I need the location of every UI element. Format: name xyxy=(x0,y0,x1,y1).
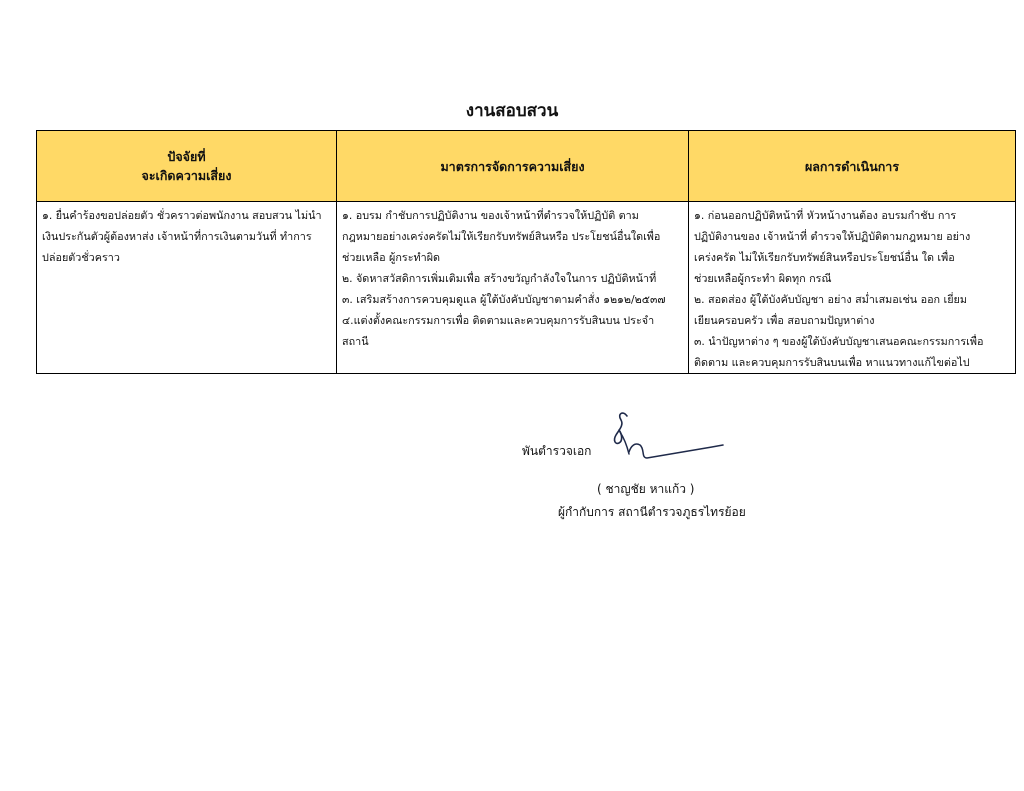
result-line: ๓. นำปัญหาต่าง ๆ ของผู้ใต้บังคับบัญชาเสนอคณะกรรมการเพื่อ xyxy=(694,335,984,348)
result-line: ๑. ก่อนออกปฏิบัติหน้าที่ หัวหน้างานต้อง อบรมกำชับ การ xyxy=(694,209,957,222)
measure-line: ๔.แต่งตั้งคณะกรรมการเพื่อ ติดตามและควบคุมการรับสินบน ประจำ xyxy=(342,314,655,327)
signature-block xyxy=(500,400,800,530)
header-risk-factor-line2: จะเกิดความเสี่ยง xyxy=(141,168,232,183)
risk-factor-line: ปล่อยตัวชั่วคราว xyxy=(42,251,120,264)
result-line: ปฏิบัติงานของ เจ้าหน้าที่ ตำรวจให้ปฏิบัติตามกฎหมาย อย่าง xyxy=(694,230,971,243)
signatory-name: ( ชาญชัย หาแก้ว ) xyxy=(597,482,695,496)
result-line: ช่วยเหลือผู้กระทำ ผิดทุก กรณี xyxy=(694,272,832,285)
cell-results xyxy=(689,202,1016,374)
measure-line: ช่วยเหลือ ผู้กระทำผิด xyxy=(342,251,441,264)
header-risk-factor xyxy=(37,131,337,202)
signatory-position: ผู้กำกับการ สถานีตำรวจภูธรไทรย้อย xyxy=(558,505,746,519)
measure-line: กฎหมายอย่างเคร่งครัดไม่ให้เรียกรับทรัพย์สินหรือ ประโยชน์อื่นใดเพื่อ xyxy=(342,230,661,243)
header-risk-measures xyxy=(337,131,689,202)
risk-management-table xyxy=(36,130,1016,374)
header-risk-measures-label: มาตรการจัดการความเสี่ยง xyxy=(440,158,585,174)
result-line: เยียนครอบครัว เพื่อ สอบถามปัญหาต่าง xyxy=(694,314,875,327)
table-row xyxy=(37,202,1016,374)
result-line: ๒. สอดส่อง ผู้ใต้บังคับบัญชา อย่าง สม่ำเสมอเช่น ออก เยี่ยม xyxy=(694,293,967,306)
cell-risk-measures xyxy=(337,202,689,374)
document-title: งานสอบสวน xyxy=(465,101,559,121)
measure-line: สถานี xyxy=(342,335,369,348)
table-header-row xyxy=(37,131,1016,202)
header-risk-factor-line1: ปัจจัยที่ xyxy=(167,149,206,164)
risk-factor-line: เงินประกันตัวผู้ต้องหาส่ง เจ้าหน้าที่การเงินตามวันที่ ทำการ xyxy=(42,230,312,243)
measure-line: ๑. อบรม กำชับการปฏิบัติงาน ของเจ้าหน้าที่ตำรวจให้ปฏิบัติ ตาม xyxy=(342,209,639,222)
header-results xyxy=(689,131,1016,202)
header-results-label: ผลการดำเนินการ xyxy=(804,158,900,174)
risk-factor-line: ๑. ยื่นคำร้องขอปล่อยตัว ชั่วคราวต่อพนักงาน สอบสวน ไม่นำ xyxy=(42,209,322,222)
handwritten-signature xyxy=(605,408,730,468)
measure-line: ๒. จัดหาสวัสดิการเพิ่มเติมเพื่อ สร้างขวัญกำลังใจในการ ปฏิบัติหน้าที่ xyxy=(342,272,657,285)
result-line: เคร่งครัด ไม่ให้เรียกรับทรัพย์สินหรือประโยชน์อื่น ใด เพื่อ xyxy=(694,251,955,264)
measure-line: ๓. เสริมสร้างการควบคุมดูแล ผู้ใต้บังคับบัญชาตามคำสั่ง ๑๒๑๒/๒๕๓๗ xyxy=(342,293,666,306)
signatory-rank: พันตำรวจเอก xyxy=(522,444,592,458)
result-line: ติดตาม และควบคุมการรับสินบนเพื่อ หาแนวทางแก้ไขต่อไป xyxy=(694,356,970,369)
cell-risk-factor xyxy=(37,202,337,374)
